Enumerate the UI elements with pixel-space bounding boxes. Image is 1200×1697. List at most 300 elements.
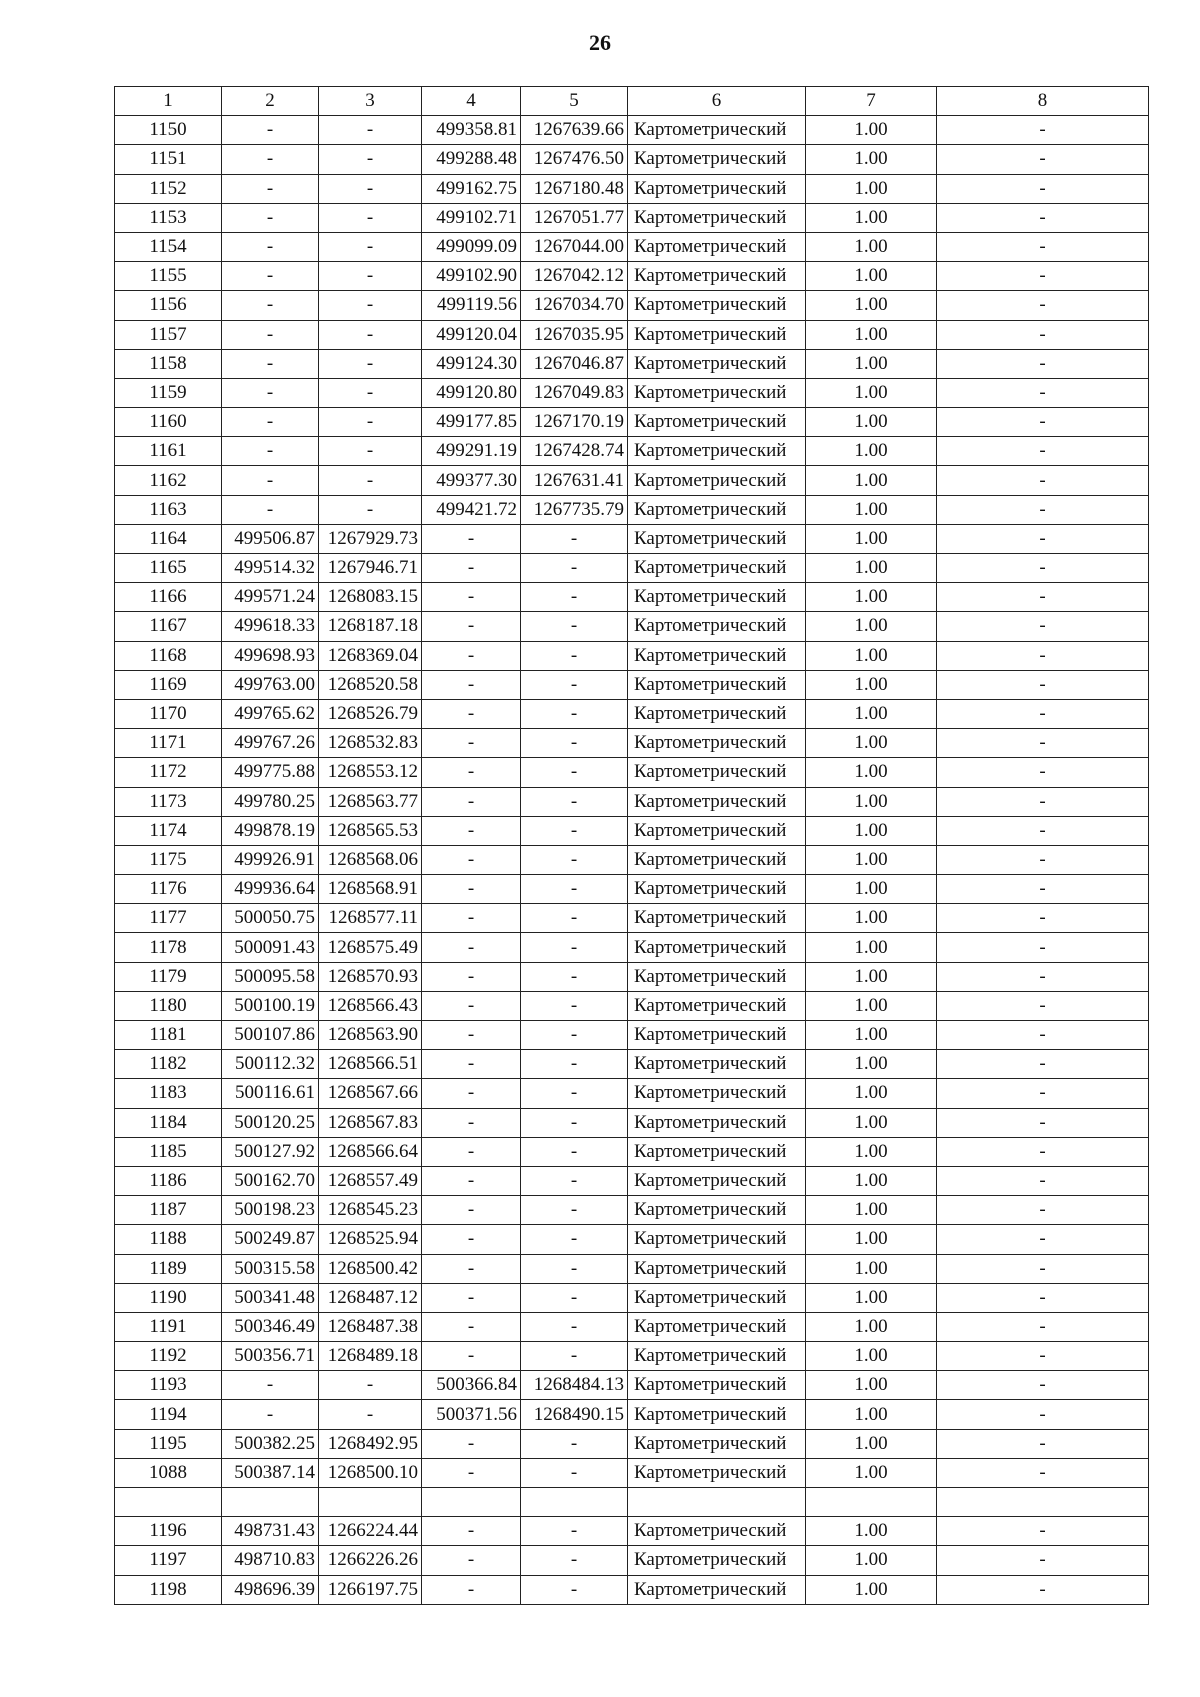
x-cell: 500198.23 bbox=[222, 1196, 319, 1225]
note-cell: - bbox=[937, 291, 1149, 320]
table-row bbox=[115, 1196, 1149, 1225]
y-cell: 1268577.11 bbox=[319, 904, 422, 933]
note-cell: - bbox=[937, 758, 1149, 787]
x-cell: - bbox=[222, 1400, 319, 1429]
x-alt-cell: 499162.75 bbox=[422, 174, 521, 203]
x-cell: - bbox=[222, 466, 319, 495]
table-row bbox=[115, 1021, 1149, 1050]
note-cell: - bbox=[937, 495, 1149, 524]
y-cell: 1268566.64 bbox=[319, 1137, 422, 1166]
x-alt-cell: 499102.90 bbox=[422, 262, 521, 291]
x-alt-cell: - bbox=[422, 1196, 521, 1225]
accuracy-cell: 1.00 bbox=[806, 320, 937, 349]
method-cell: Картометрический bbox=[628, 320, 806, 349]
table-row bbox=[115, 262, 1149, 291]
note-cell: - bbox=[937, 699, 1149, 728]
point-number-cell: 1187 bbox=[115, 1196, 222, 1225]
y-alt-cell: - bbox=[521, 845, 628, 874]
accuracy-cell: 1.00 bbox=[806, 1400, 937, 1429]
point-number-cell: 1191 bbox=[115, 1312, 222, 1341]
note-cell: - bbox=[937, 1050, 1149, 1079]
note-cell: - bbox=[937, 1225, 1149, 1254]
note-cell: - bbox=[937, 729, 1149, 758]
method-cell: Картометрический bbox=[628, 437, 806, 466]
table-row bbox=[115, 291, 1149, 320]
method-cell: Картометрический bbox=[628, 641, 806, 670]
accuracy-cell: 1.00 bbox=[806, 845, 937, 874]
method-cell: Картометрический bbox=[628, 1196, 806, 1225]
method-cell: Картометрический bbox=[628, 232, 806, 261]
x-alt-cell: 499377.30 bbox=[422, 466, 521, 495]
accuracy-cell: 1.00 bbox=[806, 116, 937, 145]
x-cell: 500095.58 bbox=[222, 962, 319, 991]
note-cell: - bbox=[937, 1137, 1149, 1166]
method-cell: Картометрический bbox=[628, 1254, 806, 1283]
y-cell: 1268500.10 bbox=[319, 1458, 422, 1487]
y-alt-cell: 1267051.77 bbox=[521, 203, 628, 232]
accuracy-cell: 1.00 bbox=[806, 408, 937, 437]
y-alt-cell: 1267170.19 bbox=[521, 408, 628, 437]
x-alt-cell: 499102.71 bbox=[422, 203, 521, 232]
method-cell: Картометрический bbox=[628, 1225, 806, 1254]
table-body bbox=[115, 116, 1149, 1605]
column-header: 6 bbox=[628, 87, 806, 116]
point-number-cell: 1169 bbox=[115, 670, 222, 699]
method-cell: Картометрический bbox=[628, 554, 806, 583]
x-alt-cell: - bbox=[422, 1312, 521, 1341]
table-row bbox=[115, 524, 1149, 553]
point-number-cell: 1171 bbox=[115, 729, 222, 758]
point-number-cell: 1151 bbox=[115, 145, 222, 174]
note-cell: - bbox=[937, 1079, 1149, 1108]
table-row bbox=[115, 612, 1149, 641]
accuracy-cell: 1.00 bbox=[806, 1137, 937, 1166]
accuracy-cell: 1.00 bbox=[806, 991, 937, 1020]
method-cell: Картометрический bbox=[628, 174, 806, 203]
method-cell: Картометрический bbox=[628, 495, 806, 524]
y-cell: 1268545.23 bbox=[319, 1196, 422, 1225]
table-row bbox=[115, 962, 1149, 991]
x-alt-cell: - bbox=[422, 612, 521, 641]
note-cell: - bbox=[937, 1458, 1149, 1487]
x-alt-cell: - bbox=[422, 1254, 521, 1283]
accuracy-cell: 1.00 bbox=[806, 1254, 937, 1283]
point-number-cell: 1180 bbox=[115, 991, 222, 1020]
point-number-cell: 1154 bbox=[115, 232, 222, 261]
y-cell: 1267929.73 bbox=[319, 524, 422, 553]
note-cell: - bbox=[937, 262, 1149, 291]
point-number-cell: 1168 bbox=[115, 641, 222, 670]
x-cell: - bbox=[222, 145, 319, 174]
method-cell: Картометрический bbox=[628, 1312, 806, 1341]
y-alt-cell: - bbox=[521, 1546, 628, 1575]
point-number-cell: 1167 bbox=[115, 612, 222, 641]
x-alt-cell: - bbox=[422, 524, 521, 553]
x-alt-cell: - bbox=[422, 991, 521, 1020]
point-number-cell: 1163 bbox=[115, 495, 222, 524]
y-alt-cell: - bbox=[521, 1050, 628, 1079]
x-alt-cell: - bbox=[422, 1137, 521, 1166]
accuracy-cell: 1.00 bbox=[806, 524, 937, 553]
y-cell: 1268500.42 bbox=[319, 1254, 422, 1283]
y-alt-cell: - bbox=[521, 670, 628, 699]
table-row bbox=[115, 174, 1149, 203]
y-alt-cell: - bbox=[521, 1166, 628, 1195]
table-row bbox=[115, 1166, 1149, 1195]
note-cell: - bbox=[937, 349, 1149, 378]
x-alt-cell: 500366.84 bbox=[422, 1371, 521, 1400]
x-cell: 500100.19 bbox=[222, 991, 319, 1020]
y-cell: 1268083.15 bbox=[319, 583, 422, 612]
table-header bbox=[115, 87, 1149, 116]
point-number-cell: 1194 bbox=[115, 1400, 222, 1429]
table-row bbox=[115, 1400, 1149, 1429]
accuracy-cell: 1.00 bbox=[806, 262, 937, 291]
y-cell: - bbox=[319, 262, 422, 291]
table-row bbox=[115, 991, 1149, 1020]
point-number-cell: 1156 bbox=[115, 291, 222, 320]
column-header: 1 bbox=[115, 87, 222, 116]
table-row bbox=[115, 349, 1149, 378]
note-cell: - bbox=[937, 232, 1149, 261]
x-alt-cell: - bbox=[422, 845, 521, 874]
accuracy-cell: 1.00 bbox=[806, 787, 937, 816]
point-number-cell: 1198 bbox=[115, 1575, 222, 1604]
accuracy-cell: 1.00 bbox=[806, 145, 937, 174]
table-row bbox=[115, 641, 1149, 670]
x-cell: 499763.00 bbox=[222, 670, 319, 699]
table-row bbox=[115, 378, 1149, 407]
y-alt-cell: - bbox=[521, 1137, 628, 1166]
table-row bbox=[115, 1283, 1149, 1312]
method-cell: Картометрический bbox=[628, 1458, 806, 1487]
y-alt-cell: 1267428.74 bbox=[521, 437, 628, 466]
note-cell bbox=[937, 1488, 1149, 1517]
x-alt-cell: - bbox=[422, 1050, 521, 1079]
method-cell: Картометрический bbox=[628, 1517, 806, 1546]
accuracy-cell: 1.00 bbox=[806, 1021, 937, 1050]
x-alt-cell: 499120.80 bbox=[422, 378, 521, 407]
accuracy-cell: 1.00 bbox=[806, 1342, 937, 1371]
method-cell: Картометрический bbox=[628, 349, 806, 378]
table-row bbox=[115, 583, 1149, 612]
x-alt-cell: - bbox=[422, 1283, 521, 1312]
column-header: 7 bbox=[806, 87, 937, 116]
table-row bbox=[115, 670, 1149, 699]
x-cell: 500112.32 bbox=[222, 1050, 319, 1079]
y-alt-cell: 1267049.83 bbox=[521, 378, 628, 407]
y-alt-cell: - bbox=[521, 612, 628, 641]
point-number-cell: 1173 bbox=[115, 787, 222, 816]
y-cell: 1266224.44 bbox=[319, 1517, 422, 1546]
x-alt-cell: 499421.72 bbox=[422, 495, 521, 524]
accuracy-cell: 1.00 bbox=[806, 816, 937, 845]
point-number-cell: 1172 bbox=[115, 758, 222, 787]
table-row bbox=[115, 875, 1149, 904]
table-row bbox=[115, 729, 1149, 758]
point-number-cell bbox=[115, 1488, 222, 1517]
note-cell: - bbox=[937, 203, 1149, 232]
column-header: 4 bbox=[422, 87, 521, 116]
accuracy-cell: 1.00 bbox=[806, 174, 937, 203]
table-row bbox=[115, 320, 1149, 349]
note-cell: - bbox=[937, 145, 1149, 174]
table-row bbox=[115, 758, 1149, 787]
note-cell: - bbox=[937, 933, 1149, 962]
y-alt-cell: - bbox=[521, 1458, 628, 1487]
method-cell: Картометрический bbox=[628, 1429, 806, 1458]
accuracy-cell: 1.00 bbox=[806, 612, 937, 641]
table-row bbox=[115, 1488, 1149, 1517]
y-alt-cell: 1267035.95 bbox=[521, 320, 628, 349]
x-alt-cell: - bbox=[422, 1079, 521, 1108]
column-header: 3 bbox=[319, 87, 422, 116]
method-cell: Картометрический bbox=[628, 1371, 806, 1400]
y-alt-cell: - bbox=[521, 962, 628, 991]
point-number-cell: 1170 bbox=[115, 699, 222, 728]
x-cell: - bbox=[222, 495, 319, 524]
y-cell: 1268532.83 bbox=[319, 729, 422, 758]
accuracy-cell: 1.00 bbox=[806, 1429, 937, 1458]
note-cell: - bbox=[937, 1342, 1149, 1371]
x-alt-cell: 499124.30 bbox=[422, 349, 521, 378]
table-row bbox=[115, 816, 1149, 845]
y-alt-cell: - bbox=[521, 699, 628, 728]
method-cell: Картометрический bbox=[628, 991, 806, 1020]
x-cell bbox=[222, 1488, 319, 1517]
note-cell: - bbox=[937, 670, 1149, 699]
table-row bbox=[115, 1312, 1149, 1341]
x-alt-cell: - bbox=[422, 758, 521, 787]
y-alt-cell: - bbox=[521, 1429, 628, 1458]
y-cell: 1268369.04 bbox=[319, 641, 422, 670]
y-alt-cell: - bbox=[521, 933, 628, 962]
x-alt-cell: - bbox=[422, 554, 521, 583]
y-cell: - bbox=[319, 495, 422, 524]
y-alt-cell: - bbox=[521, 1108, 628, 1137]
table-row bbox=[115, 787, 1149, 816]
method-cell: Картометрический bbox=[628, 875, 806, 904]
y-cell: - bbox=[319, 437, 422, 466]
x-alt-cell: - bbox=[422, 1458, 521, 1487]
x-cell: 500356.71 bbox=[222, 1342, 319, 1371]
coordinates-table bbox=[114, 86, 1149, 1605]
x-alt-cell: - bbox=[422, 583, 521, 612]
point-number-cell: 1161 bbox=[115, 437, 222, 466]
point-number-cell: 1150 bbox=[115, 116, 222, 145]
x-cell: - bbox=[222, 378, 319, 407]
point-number-cell: 1193 bbox=[115, 1371, 222, 1400]
method-cell: Картометрический bbox=[628, 1342, 806, 1371]
table-row bbox=[115, 232, 1149, 261]
y-alt-cell: - bbox=[521, 583, 628, 612]
note-cell: - bbox=[937, 1371, 1149, 1400]
page-number: 26 bbox=[589, 30, 611, 55]
y-cell: 1268525.94 bbox=[319, 1225, 422, 1254]
point-number-cell: 1190 bbox=[115, 1283, 222, 1312]
accuracy-cell: 1.00 bbox=[806, 1050, 937, 1079]
y-cell: 1268557.49 bbox=[319, 1166, 422, 1195]
point-number-cell: 1189 bbox=[115, 1254, 222, 1283]
note-cell: - bbox=[937, 816, 1149, 845]
point-number-cell: 1165 bbox=[115, 554, 222, 583]
method-cell: Картометрический bbox=[628, 466, 806, 495]
y-cell: 1268567.83 bbox=[319, 1108, 422, 1137]
x-cell: 498731.43 bbox=[222, 1517, 319, 1546]
point-number-cell: 1164 bbox=[115, 524, 222, 553]
method-cell: Картометрический bbox=[628, 408, 806, 437]
accuracy-cell: 1.00 bbox=[806, 378, 937, 407]
accuracy-cell: 1.00 bbox=[806, 349, 937, 378]
y-alt-cell: - bbox=[521, 1312, 628, 1341]
accuracy-cell: 1.00 bbox=[806, 904, 937, 933]
y-alt-cell: 1267034.70 bbox=[521, 291, 628, 320]
x-cell: 499514.32 bbox=[222, 554, 319, 583]
x-alt-cell: - bbox=[422, 816, 521, 845]
accuracy-cell: 1.00 bbox=[806, 437, 937, 466]
table-row bbox=[115, 1546, 1149, 1575]
x-cell: 500341.48 bbox=[222, 1283, 319, 1312]
accuracy-cell: 1.00 bbox=[806, 1283, 937, 1312]
note-cell: - bbox=[937, 875, 1149, 904]
point-number-cell: 1175 bbox=[115, 845, 222, 874]
table-row bbox=[115, 203, 1149, 232]
x-cell: 499767.26 bbox=[222, 729, 319, 758]
x-cell: - bbox=[222, 291, 319, 320]
y-cell: 1266197.75 bbox=[319, 1575, 422, 1604]
accuracy-cell: 1.00 bbox=[806, 1517, 937, 1546]
point-number-cell: 1179 bbox=[115, 962, 222, 991]
note-cell: - bbox=[937, 408, 1149, 437]
method-cell: Картометрический bbox=[628, 524, 806, 553]
x-alt-cell: - bbox=[422, 933, 521, 962]
x-cell: 500382.25 bbox=[222, 1429, 319, 1458]
accuracy-cell: 1.00 bbox=[806, 962, 937, 991]
y-cell: 1268563.77 bbox=[319, 787, 422, 816]
method-cell: Картометрический bbox=[628, 758, 806, 787]
x-alt-cell: 499177.85 bbox=[422, 408, 521, 437]
y-alt-cell: 1267044.00 bbox=[521, 232, 628, 261]
method-cell: Картометрический bbox=[628, 291, 806, 320]
x-cell: 500346.49 bbox=[222, 1312, 319, 1341]
y-cell: 1268568.06 bbox=[319, 845, 422, 874]
table-row bbox=[115, 845, 1149, 874]
note-cell: - bbox=[937, 1283, 1149, 1312]
method-cell: Картометрический bbox=[628, 962, 806, 991]
column-header: 5 bbox=[521, 87, 628, 116]
x-cell: 500162.70 bbox=[222, 1166, 319, 1195]
table-row bbox=[115, 1254, 1149, 1283]
x-cell: 499618.33 bbox=[222, 612, 319, 641]
note-cell: - bbox=[937, 1108, 1149, 1137]
x-cell: - bbox=[222, 349, 319, 378]
y-cell: 1268568.91 bbox=[319, 875, 422, 904]
accuracy-cell: 1.00 bbox=[806, 583, 937, 612]
method-cell: Картометрический bbox=[628, 1108, 806, 1137]
table-row bbox=[115, 1108, 1149, 1137]
y-cell: - bbox=[319, 174, 422, 203]
accuracy-cell: 1.00 bbox=[806, 495, 937, 524]
accuracy-cell: 1.00 bbox=[806, 641, 937, 670]
note-cell: - bbox=[937, 116, 1149, 145]
y-cell: - bbox=[319, 291, 422, 320]
x-alt-cell: 499119.56 bbox=[422, 291, 521, 320]
accuracy-cell: 1.00 bbox=[806, 1196, 937, 1225]
y-cell: 1268566.43 bbox=[319, 991, 422, 1020]
accuracy-cell: 1.00 bbox=[806, 1371, 937, 1400]
y-cell: - bbox=[319, 320, 422, 349]
point-number-cell: 1158 bbox=[115, 349, 222, 378]
y-alt-cell: - bbox=[521, 729, 628, 758]
table-row bbox=[115, 145, 1149, 174]
x-cell: 499775.88 bbox=[222, 758, 319, 787]
y-cell: 1268575.49 bbox=[319, 933, 422, 962]
accuracy-cell: 1.00 bbox=[806, 670, 937, 699]
accuracy-cell: 1.00 bbox=[806, 466, 937, 495]
table-row bbox=[115, 1517, 1149, 1546]
y-alt-cell bbox=[521, 1488, 628, 1517]
y-cell: 1268520.58 bbox=[319, 670, 422, 699]
x-alt-cell: - bbox=[422, 875, 521, 904]
accuracy-cell: 1.00 bbox=[806, 291, 937, 320]
y-cell: - bbox=[319, 378, 422, 407]
x-cell: 499698.93 bbox=[222, 641, 319, 670]
x-cell: 500387.14 bbox=[222, 1458, 319, 1487]
x-alt-cell: - bbox=[422, 729, 521, 758]
x-cell: 500107.86 bbox=[222, 1021, 319, 1050]
y-alt-cell: 1267476.50 bbox=[521, 145, 628, 174]
point-number-cell: 1196 bbox=[115, 1517, 222, 1546]
accuracy-cell: 1.00 bbox=[806, 1225, 937, 1254]
table-row bbox=[115, 699, 1149, 728]
point-number-cell: 1155 bbox=[115, 262, 222, 291]
note-cell: - bbox=[937, 1166, 1149, 1195]
y-alt-cell: - bbox=[521, 1254, 628, 1283]
header-row bbox=[115, 87, 1149, 116]
x-alt-cell: - bbox=[422, 1575, 521, 1604]
point-number-cell: 1088 bbox=[115, 1458, 222, 1487]
y-cell: 1266226.26 bbox=[319, 1546, 422, 1575]
x-alt-cell: 499291.19 bbox=[422, 437, 521, 466]
y-cell bbox=[319, 1488, 422, 1517]
y-alt-cell: 1268484.13 bbox=[521, 1371, 628, 1400]
method-cell: Картометрический bbox=[628, 670, 806, 699]
y-alt-cell: - bbox=[521, 1283, 628, 1312]
y-cell: 1268492.95 bbox=[319, 1429, 422, 1458]
method-cell: Картометрический bbox=[628, 583, 806, 612]
accuracy-cell: 1.00 bbox=[806, 699, 937, 728]
method-cell: Картометрический bbox=[628, 203, 806, 232]
method-cell: Картометрический bbox=[628, 378, 806, 407]
y-cell: - bbox=[319, 466, 422, 495]
note-cell: - bbox=[937, 174, 1149, 203]
column-header: 2 bbox=[222, 87, 319, 116]
point-number-cell: 1152 bbox=[115, 174, 222, 203]
accuracy-cell: 1.00 bbox=[806, 1166, 937, 1195]
x-alt-cell: - bbox=[422, 1429, 521, 1458]
x-alt-cell: - bbox=[422, 1166, 521, 1195]
method-cell: Картометрический bbox=[628, 1079, 806, 1108]
table-row bbox=[115, 1458, 1149, 1487]
y-cell: 1268570.93 bbox=[319, 962, 422, 991]
y-alt-cell: - bbox=[521, 1225, 628, 1254]
point-number-cell: 1153 bbox=[115, 203, 222, 232]
note-cell: - bbox=[937, 845, 1149, 874]
y-cell: 1268566.51 bbox=[319, 1050, 422, 1079]
accuracy-cell: 1.00 bbox=[806, 1458, 937, 1487]
x-cell: - bbox=[222, 437, 319, 466]
y-cell: - bbox=[319, 232, 422, 261]
